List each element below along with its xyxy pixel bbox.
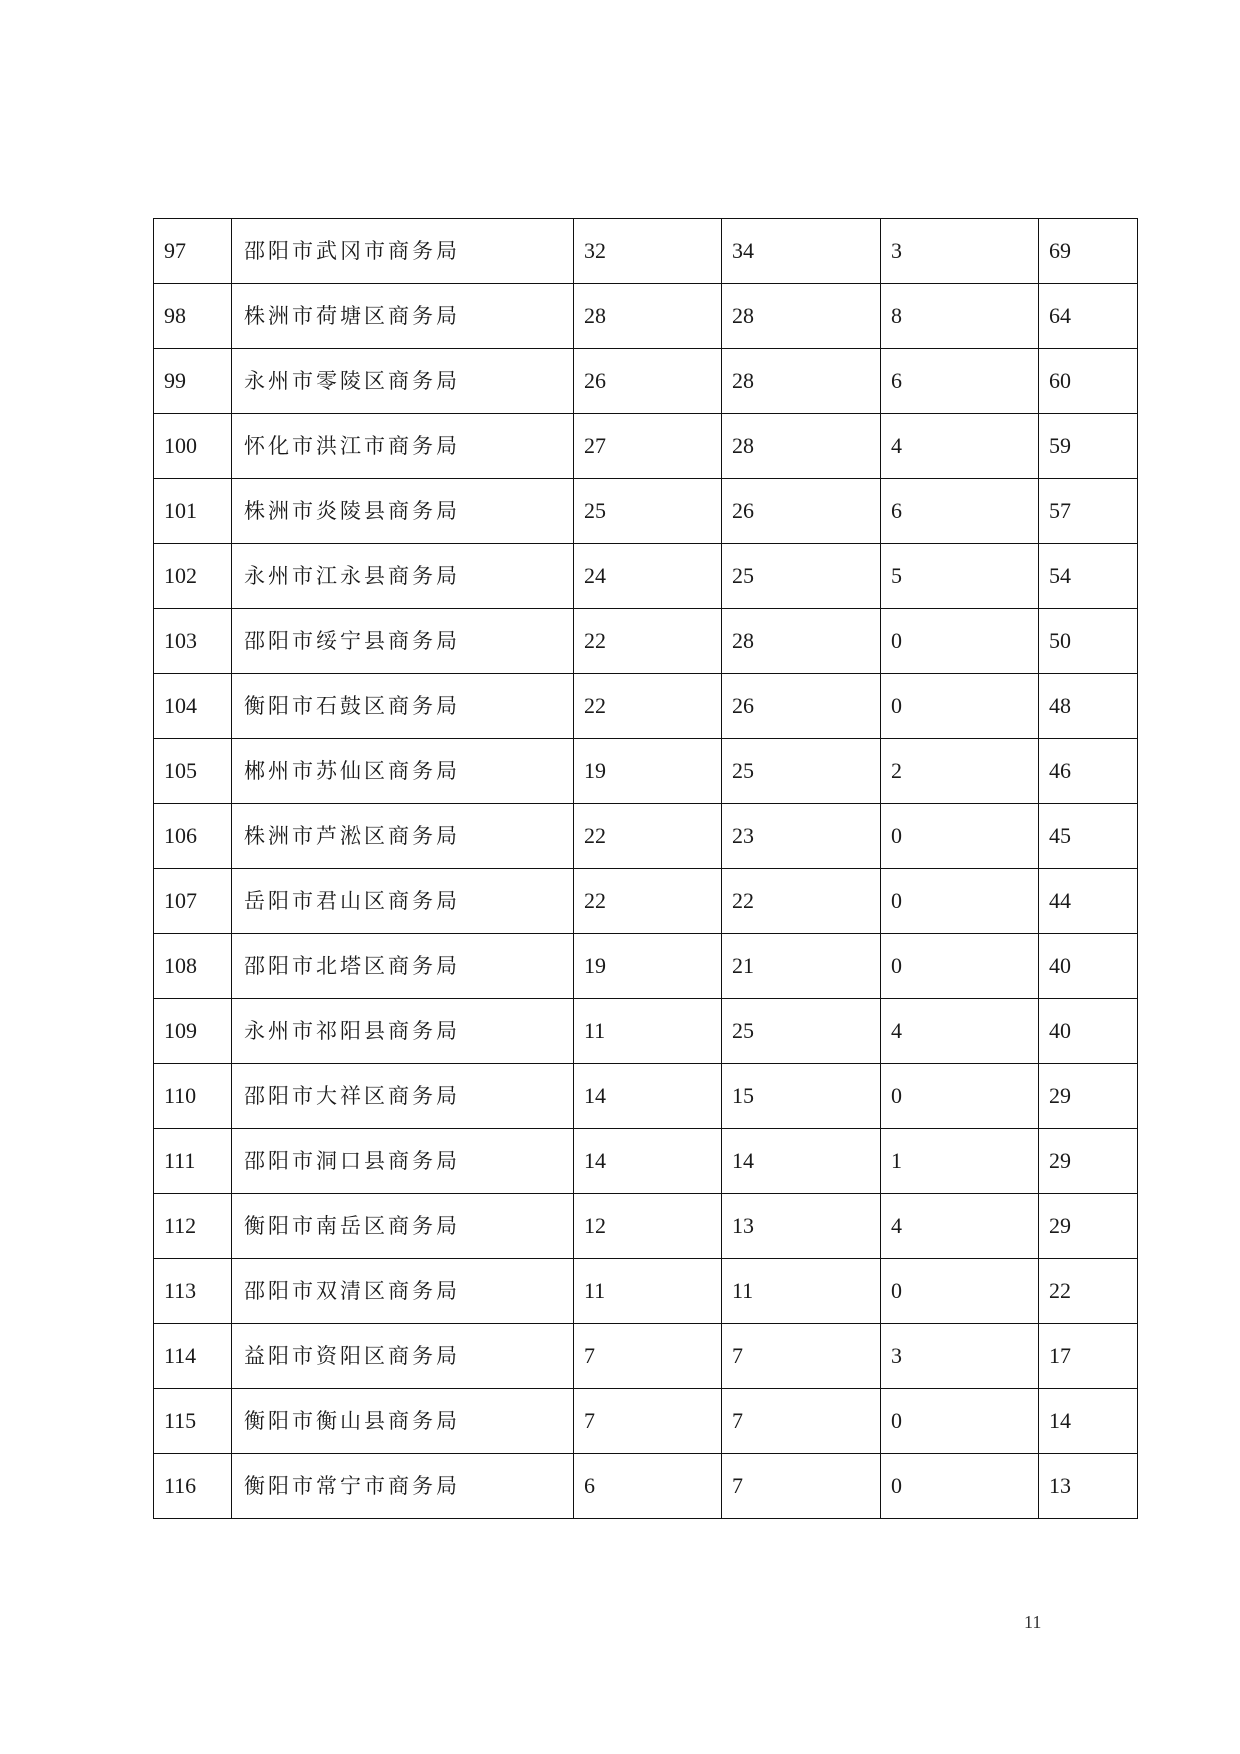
value-cell: 0 <box>881 609 1039 674</box>
total-cell: 50 <box>1039 609 1138 674</box>
table-row <box>154 219 1138 284</box>
value-cell: 0 <box>881 1389 1039 1454</box>
value-cell: 14 <box>722 1129 881 1194</box>
table-row <box>154 804 1138 869</box>
name-cell: 衡阳市石鼓区商务局 <box>232 674 574 739</box>
page-number: 11 <box>1024 1612 1042 1632</box>
value-cell: 22 <box>574 674 722 739</box>
table-row <box>154 1129 1138 1194</box>
value-cell: 2 <box>881 739 1039 804</box>
rank-cell: 98 <box>154 284 232 349</box>
total-cell: 13 <box>1039 1454 1138 1519</box>
name-cell: 邵阳市北塔区商务局 <box>232 934 574 999</box>
table-row <box>154 414 1138 479</box>
value-cell: 7 <box>722 1454 881 1519</box>
value-cell: 25 <box>722 999 881 1064</box>
name-cell: 株洲市芦淞区商务局 <box>232 804 574 869</box>
total-cell: 64 <box>1039 284 1138 349</box>
table-row <box>154 1064 1138 1129</box>
value-cell: 11 <box>574 1259 722 1324</box>
value-cell: 24 <box>574 544 722 609</box>
rank-cell: 104 <box>154 674 232 739</box>
name-cell: 郴州市苏仙区商务局 <box>232 739 574 804</box>
table-row <box>154 284 1138 349</box>
value-cell: 8 <box>881 284 1039 349</box>
total-cell: 60 <box>1039 349 1138 414</box>
value-cell: 7 <box>574 1389 722 1454</box>
total-cell: 57 <box>1039 479 1138 544</box>
value-cell: 34 <box>722 219 881 284</box>
rank-cell: 113 <box>154 1259 232 1324</box>
value-cell: 27 <box>574 414 722 479</box>
value-cell: 0 <box>881 1259 1039 1324</box>
value-cell: 28 <box>722 284 881 349</box>
rank-cell: 100 <box>154 414 232 479</box>
value-cell: 26 <box>722 479 881 544</box>
table-row <box>154 1324 1138 1389</box>
name-cell: 岳阳市君山区商务局 <box>232 869 574 934</box>
value-cell: 15 <box>722 1064 881 1129</box>
value-cell: 19 <box>574 739 722 804</box>
value-cell: 28 <box>722 414 881 479</box>
value-cell: 13 <box>722 1194 881 1259</box>
total-cell: 48 <box>1039 674 1138 739</box>
value-cell: 11 <box>574 999 722 1064</box>
table-row <box>154 739 1138 804</box>
value-cell: 11 <box>722 1259 881 1324</box>
total-cell: 45 <box>1039 804 1138 869</box>
name-cell: 永州市零陵区商务局 <box>232 349 574 414</box>
value-cell: 32 <box>574 219 722 284</box>
value-cell: 7 <box>722 1324 881 1389</box>
rank-cell: 115 <box>154 1389 232 1454</box>
value-cell: 5 <box>881 544 1039 609</box>
value-cell: 4 <box>881 1194 1039 1259</box>
total-cell: 22 <box>1039 1259 1138 1324</box>
table-row <box>154 544 1138 609</box>
value-cell: 0 <box>881 1454 1039 1519</box>
value-cell: 14 <box>574 1064 722 1129</box>
table-row <box>154 999 1138 1064</box>
value-cell: 0 <box>881 1064 1039 1129</box>
name-cell: 衡阳市常宁市商务局 <box>232 1454 574 1519</box>
total-cell: 44 <box>1039 869 1138 934</box>
value-cell: 28 <box>722 609 881 674</box>
value-cell: 22 <box>722 869 881 934</box>
rank-cell: 107 <box>154 869 232 934</box>
value-cell: 1 <box>881 1129 1039 1194</box>
value-cell: 25 <box>722 739 881 804</box>
value-cell: 26 <box>722 674 881 739</box>
rank-cell: 110 <box>154 1064 232 1129</box>
rank-cell: 114 <box>154 1324 232 1389</box>
value-cell: 0 <box>881 804 1039 869</box>
name-cell: 邵阳市双清区商务局 <box>232 1259 574 1324</box>
total-cell: 14 <box>1039 1389 1138 1454</box>
value-cell: 7 <box>722 1389 881 1454</box>
value-cell: 4 <box>881 414 1039 479</box>
value-cell: 28 <box>722 349 881 414</box>
value-cell: 6 <box>881 349 1039 414</box>
value-cell: 0 <box>881 674 1039 739</box>
rank-cell: 112 <box>154 1194 232 1259</box>
value-cell: 14 <box>574 1129 722 1194</box>
value-cell: 7 <box>574 1324 722 1389</box>
name-cell: 衡阳市衡山县商务局 <box>232 1389 574 1454</box>
rank-cell: 105 <box>154 739 232 804</box>
value-cell: 19 <box>574 934 722 999</box>
value-cell: 21 <box>722 934 881 999</box>
table-row <box>154 674 1138 739</box>
value-cell: 28 <box>574 284 722 349</box>
rank-cell: 111 <box>154 1129 232 1194</box>
rank-cell: 103 <box>154 609 232 674</box>
rank-cell: 101 <box>154 479 232 544</box>
value-cell: 0 <box>881 934 1039 999</box>
total-cell: 40 <box>1039 934 1138 999</box>
value-cell: 4 <box>881 999 1039 1064</box>
value-cell: 26 <box>574 349 722 414</box>
table-row <box>154 609 1138 674</box>
name-cell: 株洲市荷塘区商务局 <box>232 284 574 349</box>
total-cell: 29 <box>1039 1129 1138 1194</box>
value-cell: 6 <box>881 479 1039 544</box>
total-cell: 54 <box>1039 544 1138 609</box>
table-row <box>154 1259 1138 1324</box>
value-cell: 0 <box>881 869 1039 934</box>
rank-cell: 109 <box>154 999 232 1064</box>
rank-cell: 108 <box>154 934 232 999</box>
name-cell: 永州市祁阳县商务局 <box>232 999 574 1064</box>
table-row <box>154 349 1138 414</box>
value-cell: 25 <box>722 544 881 609</box>
name-cell: 邵阳市武冈市商务局 <box>232 219 574 284</box>
name-cell: 邵阳市洞口县商务局 <box>232 1129 574 1194</box>
table-row <box>154 479 1138 544</box>
table-row <box>154 1389 1138 1454</box>
value-cell: 22 <box>574 609 722 674</box>
value-cell: 22 <box>574 804 722 869</box>
total-cell: 40 <box>1039 999 1138 1064</box>
rank-cell: 116 <box>154 1454 232 1519</box>
table-row <box>154 1454 1138 1519</box>
value-cell: 3 <box>881 1324 1039 1389</box>
value-cell: 12 <box>574 1194 722 1259</box>
rank-cell: 106 <box>154 804 232 869</box>
name-cell: 益阳市资阳区商务局 <box>232 1324 574 1389</box>
name-cell: 衡阳市南岳区商务局 <box>232 1194 574 1259</box>
total-cell: 29 <box>1039 1064 1138 1129</box>
rank-cell: 102 <box>154 544 232 609</box>
name-cell: 邵阳市大祥区商务局 <box>232 1064 574 1129</box>
table-row <box>154 1194 1138 1259</box>
name-cell: 永州市江永县商务局 <box>232 544 574 609</box>
table-row <box>154 934 1138 999</box>
value-cell: 25 <box>574 479 722 544</box>
name-cell: 邵阳市绥宁县商务局 <box>232 609 574 674</box>
table-row <box>154 869 1138 934</box>
total-cell: 69 <box>1039 219 1138 284</box>
total-cell: 46 <box>1039 739 1138 804</box>
value-cell: 3 <box>881 219 1039 284</box>
value-cell: 22 <box>574 869 722 934</box>
name-cell: 怀化市洪江市商务局 <box>232 414 574 479</box>
value-cell: 6 <box>574 1454 722 1519</box>
total-cell: 29 <box>1039 1194 1138 1259</box>
total-cell: 59 <box>1039 414 1138 479</box>
rank-cell: 99 <box>154 349 232 414</box>
table-body <box>154 219 1138 1519</box>
total-cell: 17 <box>1039 1324 1138 1389</box>
ranking-table <box>153 218 1138 1519</box>
name-cell: 株洲市炎陵县商务局 <box>232 479 574 544</box>
value-cell: 23 <box>722 804 881 869</box>
rank-cell: 97 <box>154 219 232 284</box>
